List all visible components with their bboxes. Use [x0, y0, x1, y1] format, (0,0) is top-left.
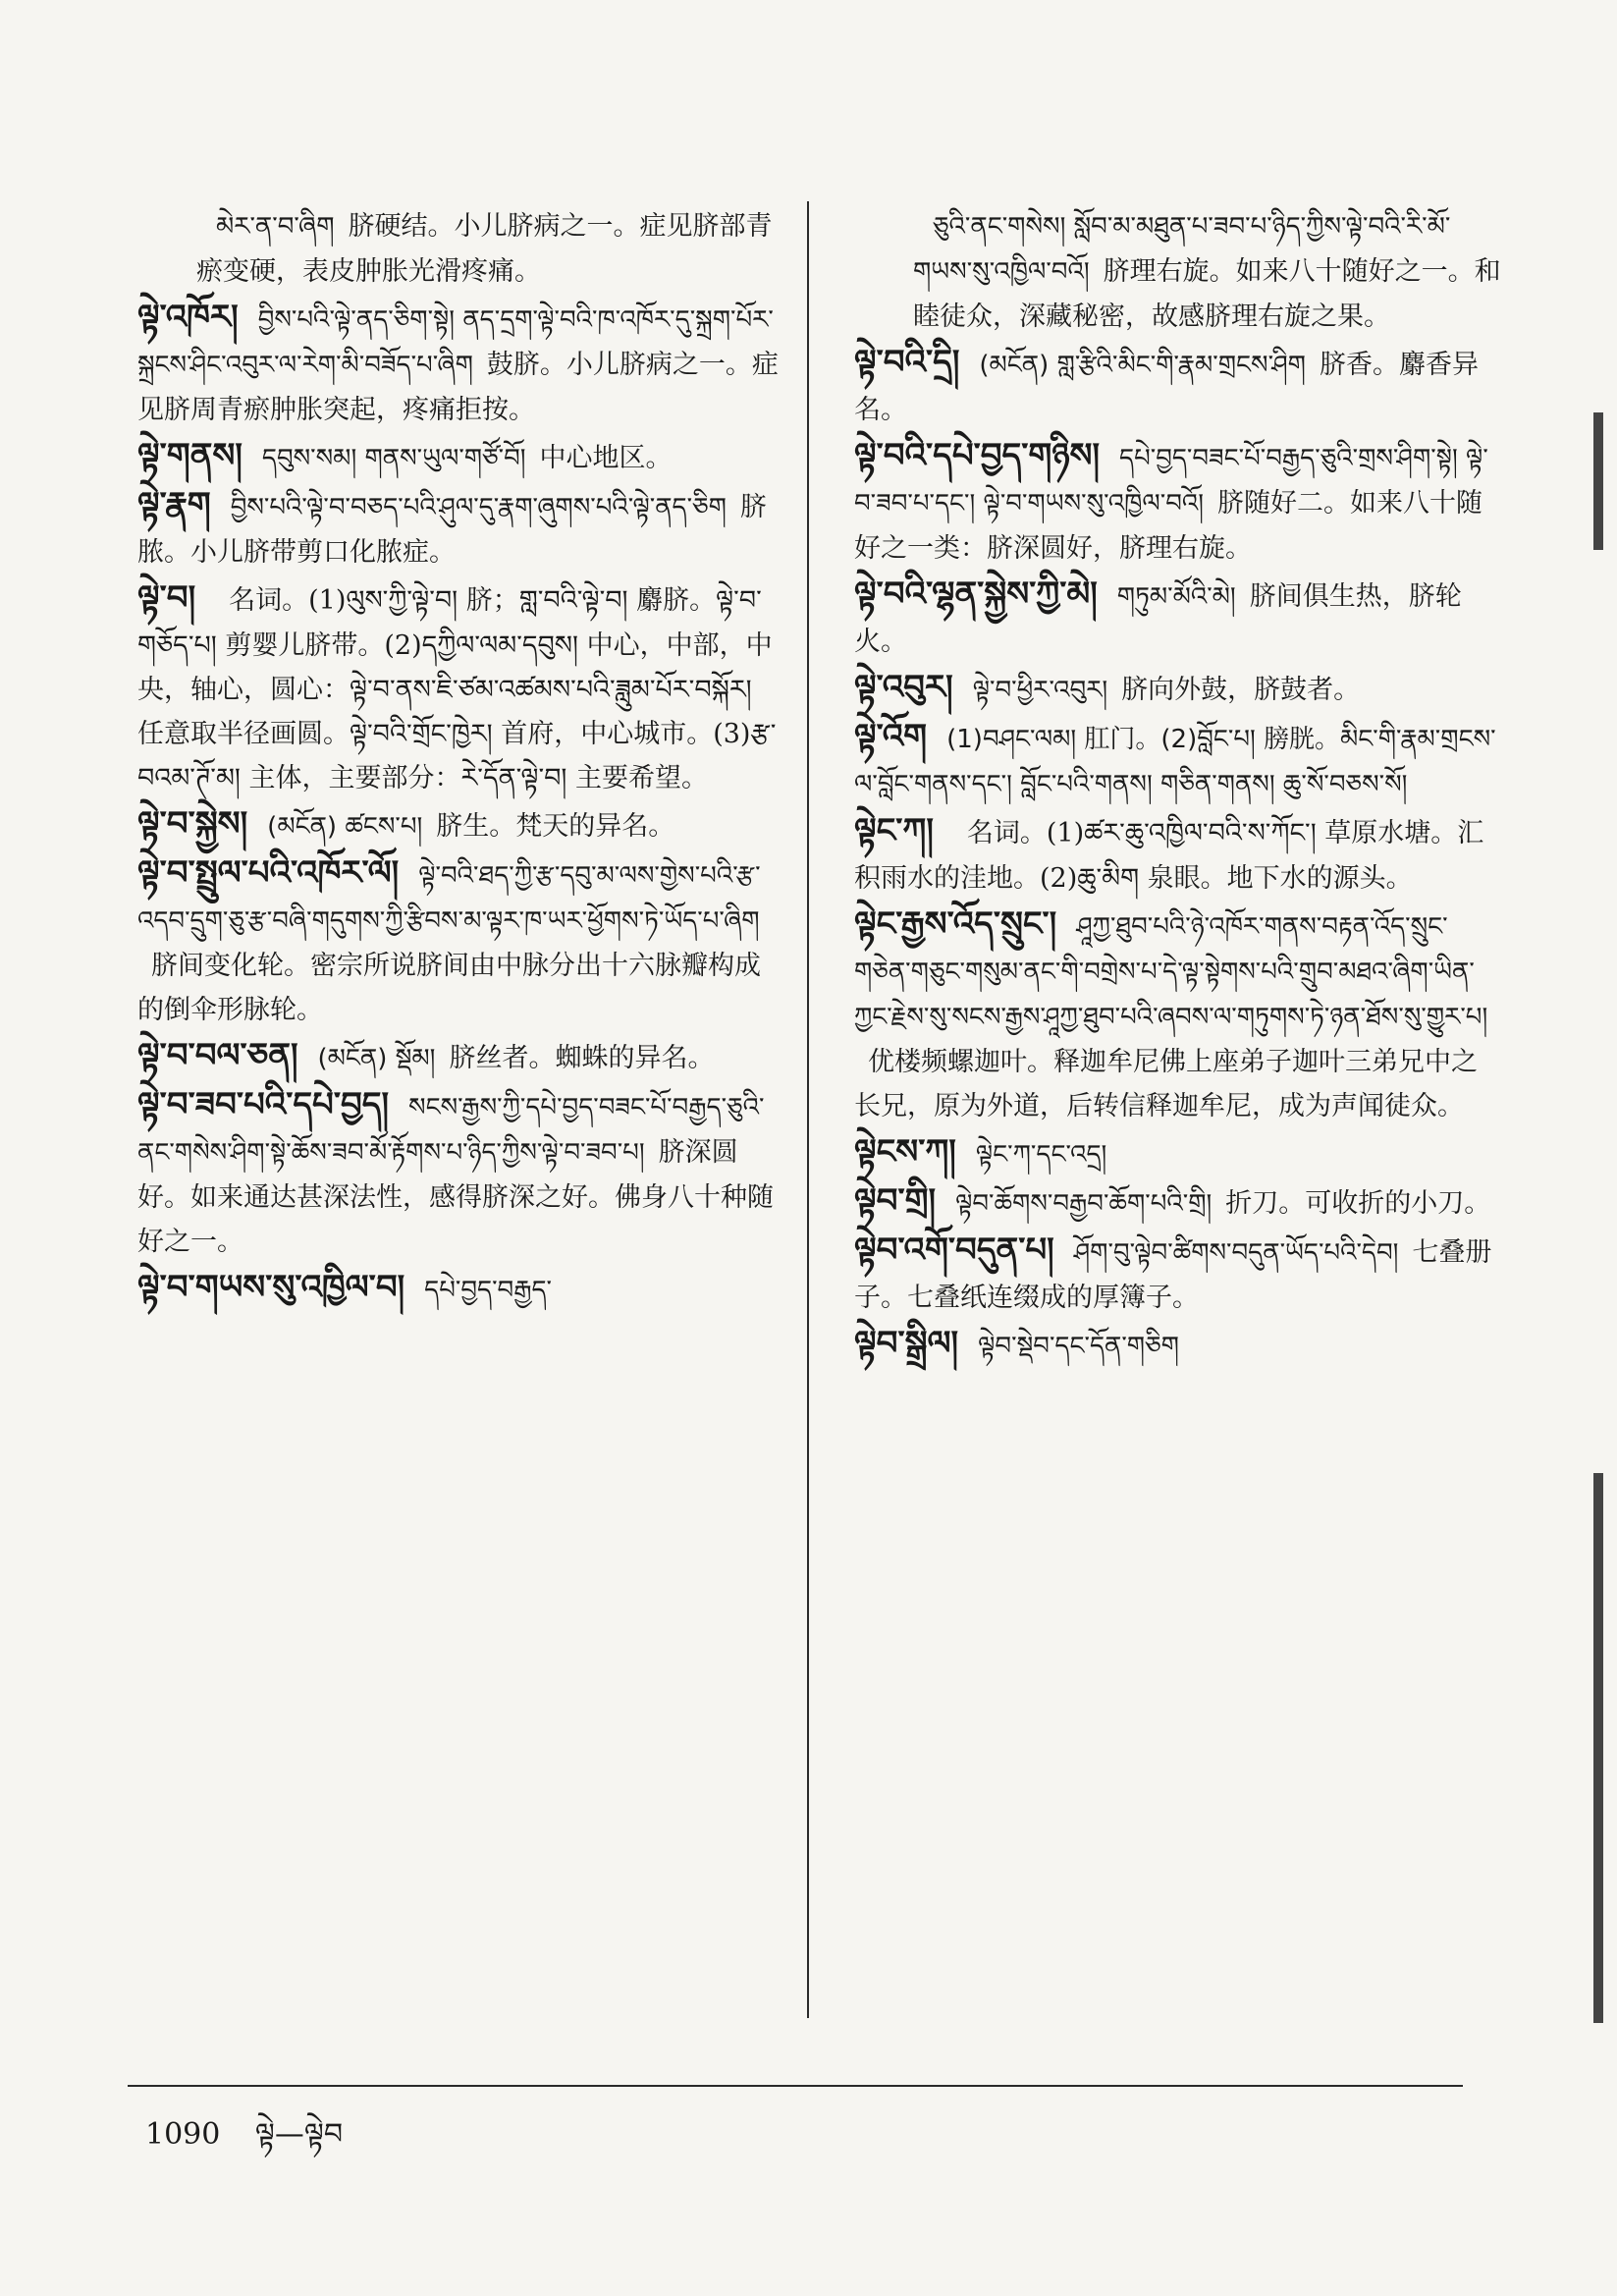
entry-headword: ལྟེ་བ།: [137, 578, 196, 618]
entry-tibetan-definition: ཤོག་བུ་ལྟེབ་ཚིགས་བདུན་ཡོད་པའི་དེབ།: [1073, 1238, 1399, 1268]
entry-tibetan-definition: མེར་ན་བ་ཞིག: [216, 212, 335, 242]
entry-chinese-definition: 脐深圆好。如来通达甚深法性，感得脐深之好。佛身八十种随好之一。: [137, 1137, 774, 1257]
entry-headword: ལྟེངས་ཀ།: [854, 1132, 956, 1172]
entry-tibetan-definition: གཏུམ་མོའི་མེ།: [1116, 582, 1236, 612]
scan-edge-mark: [1593, 1473, 1603, 2023]
entry-headword: ལྟེ་བ་ཟབ་པའི་དཔེ་བྱད།: [137, 1085, 390, 1124]
entry-chinese-definition: 脐香。麝香异名。: [854, 350, 1479, 425]
footer-rule: [128, 2085, 1463, 2087]
running-header: ལྟེ—ལྟེབ: [254, 2117, 344, 2152]
entry-headword: ལྟེ་འོག: [854, 717, 928, 756]
entry-headword: ལྟེ་བའི་ལྷན་སྐྱེས་ཀྱི་མེ།: [854, 574, 1098, 614]
entry-chinese-definition: 脐理右旋。如来八十随好之一。和睦徒众，深藏秘密，故感脐理右旋之果。: [913, 256, 1501, 332]
entry-tibetan-definition: ལྟེང་ཀ་དང་འདྲ།: [975, 1140, 1107, 1170]
dictionary-entry: [137, 1266, 785, 1313]
entry-headword: ལྟེང་ཀ།: [854, 811, 934, 850]
dictionary-entry: [854, 204, 1502, 339]
scan-edge-mark: [1593, 412, 1603, 550]
entry-chinese-definition: 名词。(1)ལུས་ཀྱི་ལྟེ་བ། 脐；གླ་བའི་ལྟེ་བ། 麝脐。ལྟེ་བ་གཅོད་པ། 剪婴儿脐带。(2)དཀྱིལ་ལམ་དབུས། 中心，中部，中央，轴心，圆心：ལྟེ་བ་ནས་ཇི་ཙམ་འཚམས་པའི་ཟླུམ་པོར་བསྐོར། 任意取半径画圆。ལྟེ་བའི་གྲོང་ཁྱེར། 首府，中心城市。(3)རྩ་བའམ་ཊོ་མ། 主体，主要部分：རེ་དོན་ལྟེ་བ། 主要希望。: [137, 585, 777, 793]
entry-chinese-definition: 名词。(1)ཚར་ཆུ་འཁྱིལ་བའི་ས་ཀོང་། 草原水塘。汇积雨水的洼地。(2)ཆུ་མིག 泉眼。地下水的源头。: [854, 818, 1484, 894]
dictionary-entry: [137, 296, 785, 432]
entry-chinese-definition: 优楼频螺迦叶。释迦牟尼佛上座弟子迦叶三弟兄中之长兄，原为外道，后转信释迦牟尼，成为声闻徒众。: [854, 1047, 1478, 1121]
dictionary-entry: [137, 1083, 785, 1264]
entry-chinese-definition: 脐间俱生热，脐轮火。: [854, 581, 1462, 657]
entry-chinese-definition: 脐随好二。如来八十随好之一类：脐深圆好，脐理右旋。: [854, 488, 1483, 564]
dictionary-entry: [854, 341, 1502, 432]
dictionary-entry: [854, 1130, 1502, 1177]
entry-tibetan-definition: ཅུའི་ནང་གསེས། སློབ་མ་མཐུན་པ་ཟབ་པ་ཉིད་ཀྱིས་ལྟེ་བའི་རི་མོ་གཡས་སུ་འཁྱིལ་བའོ།: [913, 212, 1451, 287]
entry-chinese-definition: 中心地区。: [539, 443, 673, 473]
entry-headword: ལྟེང་རྒྱས་འོད་སྲུང་།: [854, 904, 1057, 944]
dictionary-entry: [854, 902, 1502, 1128]
entry-chinese-definition: 脐间变化轮。密宗所说脐间由中脉分出十六脉瓣构成的倒伞形脉轮。: [137, 951, 761, 1025]
entry-headword: ལྟེ་བ་སྤྲུལ་པའི་འཁོར་ལོ།: [137, 853, 400, 893]
entry-tibetan-definition: ཤཱཀྱ་ཐུབ་པའི་ཉེ་འཁོར་གནས་བརྟན་འོད་སྲུང་གཅེན་གཅུང་གསུམ་ནང་གི་བགྲེས་པ་དེ་ལྟ་སྟེགས་པའི་གྲུབ་མཐའ་ཞིག་ཡིན་ཀྱང་རྗེས་སུ་སངས་རྒྱས་ཤཱཀྱ་ཐུབ་པའི་ཞབས་ལ་གཏུགས་ཏེ་ཉན་ཐོས་སུ་གྱུར་པ།: [854, 912, 1488, 1032]
dictionary-entry: [854, 1179, 1502, 1227]
entry-headword: ལྟེ་འབུར།: [854, 668, 953, 707]
entry-tibetan-definition: (1)བཤང་ལམ། 肛门。(2)བློང་པ། 膀胱。མིང་གི་རྣམ་གྲངས་ལ་བློང་གནས་དང་། བློང་པའི་གནས། གཅིན་གནས། ཆུ་སོ་བཅས་སོ།: [854, 725, 1496, 799]
entry-chinese-definition: 脐脓。小儿脐带剪口化脓症。: [137, 492, 767, 568]
dictionary-entry: [137, 204, 785, 294]
scan-edge: [1578, 0, 1617, 2296]
entry-headword: ལྟེབ་སྒྲིལ།: [854, 1324, 959, 1363]
dictionary-entry: [137, 1034, 785, 1081]
entry-headword: ལྟེ་འཁོར།: [137, 298, 239, 337]
dictionary-entry: [854, 573, 1502, 664]
entry-headword: ལྟེ་བ་གཡས་སུ་འཁྱིལ་བ།: [137, 1268, 405, 1307]
entry-chinese-definition: 脐丝者。蜘蛛的异名。: [449, 1043, 715, 1073]
right-column: [854, 204, 1502, 1371]
dictionary-entry: [137, 434, 785, 481]
dictionary-entry: [854, 809, 1502, 901]
entry-tibetan-definition: སངས་རྒྱས་ཀྱི་དཔེ་བྱད་བཟང་པོ་བརྒྱད་ཅུའི་ནང་གསེས་ཤིག་སྟེ་ཆོས་ཟབ་མོ་རྟོགས་པ་ཉིད་ཀྱིས་ལྟེ་བ་ཟབ་པ།: [137, 1093, 765, 1168]
entry-tibetan-definition: (མངོན) ཚངས་པ།: [267, 812, 423, 842]
entry-chinese-definition: 脐向外鼓，脐鼓者。: [1121, 675, 1361, 705]
entry-headword: ལྟེ་བའི་དཔེ་བྱད་གཉིས།: [854, 436, 1101, 475]
entry-headword: ལྟེབ་གྲི།: [854, 1181, 937, 1221]
entry-headword: ལྟེ་རྣག: [137, 485, 211, 524]
dictionary-entry: [137, 851, 785, 1032]
entry-headword: ལྟེབ་འགོ་བདུན་པ།: [854, 1230, 1054, 1270]
entry-tibetan-definition: དཔེ་བྱད་བརྒྱད་: [424, 1276, 553, 1305]
entry-tibetan-definition: བྱིས་པའི་ལྟེ་བ་བཅད་པའི་ཤུལ་དུ་རྣག་ཞུགས་པའི་ལྟེ་ནད་ཅིག: [230, 493, 727, 522]
entry-headword: ལྟེ་བ་སྐྱེས།: [137, 804, 248, 844]
dictionary-entry: [854, 1322, 1502, 1369]
entry-tibetan-definition: (མངོན) གླ་རྩིའི་མིང་གི་རྣམ་གྲངས་ཤིག: [979, 351, 1306, 380]
entry-chinese-definition: 脐生。梵天的异名。: [436, 811, 675, 842]
column-divider: [807, 201, 809, 2018]
dictionary-entry: [137, 576, 785, 800]
entry-tibetan-definition: བྱིས་པའི་ལྟེ་ནད་ཅིག་སྟེ། ནད་དྲག་ལྟེ་བའི་ཁ་འཁོར་དུ་སྐྲག་པོར་སྐྲངས་ཤིང་འབུར་ལ་རེག་མི་བཟོད་པ་ཞིག: [137, 305, 774, 380]
entry-chinese-definition: 脐硬结。小儿脐病之一。症见脐部青瘀变硬，表皮肿胀光滑疼痛。: [196, 211, 773, 287]
entry-tibetan-definition: དབུས་སམ། གནས་ཡུལ་གཙོ་བོ།: [261, 444, 526, 473]
entry-tibetan-definition: (མངོན) སྡོམ།: [317, 1044, 436, 1073]
left-column: [137, 204, 785, 1315]
entry-chinese-definition: 七叠册子。七叠纸连缀成的厚簿子。: [854, 1237, 1492, 1313]
entry-tibetan-definition: ལྟེབ་སྡེབ་དང་དོན་གཅིག: [978, 1332, 1179, 1361]
entry-tibetan-definition: ལྟེ་བ་ཕྱིར་འབུར།: [972, 676, 1108, 705]
entry-headword: ལྟེ་བ་བལ་ཅན།: [137, 1036, 298, 1075]
entry-headword: ལྟེ་བའི་དྲི།: [854, 343, 960, 382]
entry-tibetan-definition: དཔེ་བྱད་བཟང་པོ་བརྒྱད་ཅུའི་གྲས་ཤིག་སྟེ། ལྟེ་བ་ཟབ་པ་དང་། ལྟེ་བ་གཡས་སུ་འཁྱིལ་བའོ།: [854, 444, 1488, 519]
entry-headword: ལྟེ་གནས།: [137, 436, 243, 475]
page-footer: [145, 2102, 343, 2184]
entry-chinese-definition: 折刀。可收折的小刀。: [1225, 1188, 1491, 1219]
dictionary-entry: [854, 666, 1502, 713]
dictionary-entry: [137, 483, 785, 574]
dictionary-entry: [137, 802, 785, 849]
dictionary-entry: [854, 1229, 1502, 1320]
page-number: 1090: [145, 2117, 221, 2152]
entry-chinese-definition: 鼓脐。小儿脐病之一。症见脐周青瘀肿胀突起，疼痛拒按。: [137, 350, 779, 425]
entry-tibetan-definition: ལྟེབ་ཆོགས་བརྒྱབ་ཆོག་པའི་གྲི།: [955, 1189, 1213, 1219]
entry-tibetan-definition: ལྟེ་བའི་ཐད་ཀྱི་རྩ་དབུ་མ་ལས་གྱེས་པའི་རྩ་འདབ་དྲུག་ཅུ་རྩ་བཞི་གདུགས་ཀྱི་རྩིབས་མ་ལྟར་ཁ་ཡར་ཕྱོགས་ཏེ་ཡོད་པ་ཞིག: [137, 861, 761, 936]
dictionary-entry: [854, 434, 1502, 571]
dictionary-entry: [854, 715, 1502, 807]
